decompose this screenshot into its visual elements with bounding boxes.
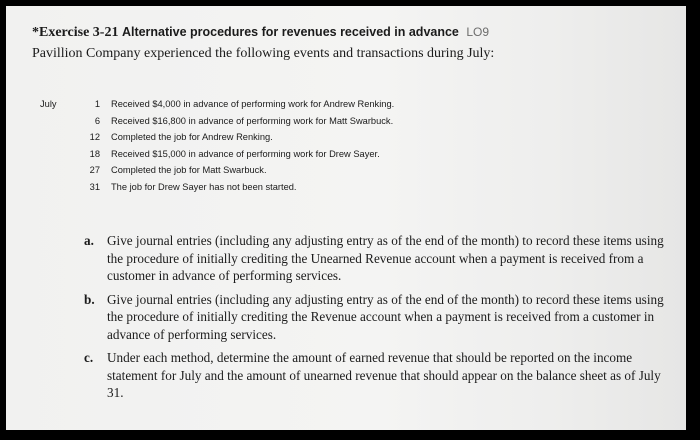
event-row xyxy=(40,96,394,113)
exercise-title: Alternative procedures for revenues received in advance xyxy=(121,25,459,39)
event-month xyxy=(40,129,80,146)
event-text: The job for Drew Sayer has not been started. xyxy=(111,181,297,192)
task-letter: a. xyxy=(84,233,94,248)
event-month xyxy=(40,113,80,130)
event-day: 31 xyxy=(89,181,100,192)
task-text: Give journal entries (including any adjusting entry as of the end of the month) to record these items using the procedure of initially crediting the Revenue account when a payment is received from a customer in advance of performing services. xyxy=(107,291,664,342)
event-row xyxy=(40,179,394,196)
event-month: July xyxy=(40,99,57,109)
event-row xyxy=(40,146,394,163)
event-text: Completed the job for Matt Swarbuck. xyxy=(111,165,267,175)
event-row xyxy=(40,129,394,146)
textbook-page xyxy=(6,6,686,430)
event-day: 18 xyxy=(89,148,100,159)
event-month xyxy=(40,146,80,163)
task-letter: c. xyxy=(84,350,94,365)
task-list xyxy=(84,232,678,408)
task-text: Give journal entries (including any adjusting entry as of the end of the month) to record these items using the procedure of initially crediting the Unearned Revenue account when a payment is received from a customer in advance of performing services. xyxy=(107,233,664,283)
event-text: Completed the job for Andrew Renking. xyxy=(111,132,273,142)
exercise-header xyxy=(32,24,494,63)
event-day: 12 xyxy=(89,132,100,142)
event-text: Received $16,800 in advance of performing work for Matt Swarbuck. xyxy=(111,115,394,126)
exercise-number: *Exercise 3-21 xyxy=(32,25,119,40)
task-item-c xyxy=(84,349,678,402)
exercise-intro: Pavillion Company experienced the following events and transactions during July: xyxy=(32,46,495,61)
event-row xyxy=(40,113,394,130)
event-day: 6 xyxy=(94,115,100,126)
task-item-b xyxy=(84,291,678,344)
exercise-title-line xyxy=(32,24,494,41)
event-list xyxy=(40,96,394,195)
event-month xyxy=(40,179,80,196)
event-day: 27 xyxy=(89,165,100,175)
event-text: Received $15,000 in advance of performing work for Drew Sayer. xyxy=(111,148,380,159)
event-month xyxy=(40,162,80,179)
event-text: Received $4,000 in advance of performing work for Andrew Renking. xyxy=(111,99,395,109)
event-row xyxy=(40,162,394,179)
learning-objective-label: LO9 xyxy=(466,25,490,39)
task-text: Under each method, determine the amount of earned revenue that should be reported on the income statement for July and the amount of unearned revenue that should appear on the balance sheet as of July 31. xyxy=(107,350,661,400)
task-item-a xyxy=(84,232,678,285)
event-day: 1 xyxy=(94,99,100,109)
task-letter: b. xyxy=(84,291,95,307)
